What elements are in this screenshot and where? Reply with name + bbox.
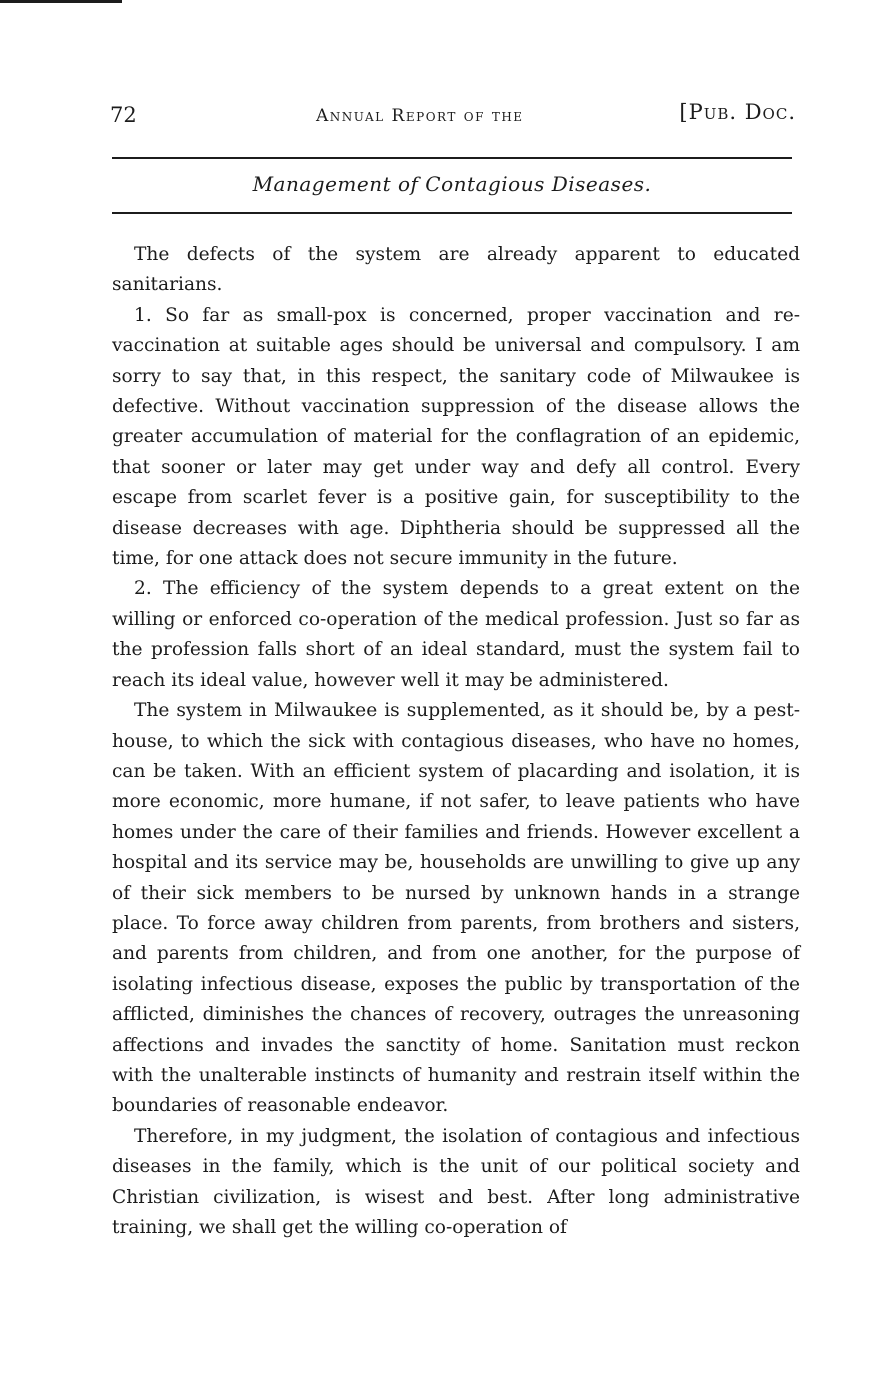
section-title: Management of Contagious Diseases. <box>252 172 652 196</box>
body-text <box>112 240 800 1243</box>
paragraph-conclusion: Therefore, in my judgment, the isolation of contagious and infectious diseases in the family, which is the unit of our political society and Christian civilization, is wisest and best. After long administrative training, we shall get the willing co-operation of <box>112 1125 800 1238</box>
paragraph-intro: The defects of the system are already apparent to educated sanitarians. <box>112 244 800 296</box>
scan-edge-mark <box>0 0 122 3</box>
section-title-bottom-rule <box>112 212 792 214</box>
page-number: 72 <box>110 103 137 127</box>
page-header <box>108 100 796 130</box>
document-type: [Pub. Doc. <box>679 100 796 124</box>
paragraph-point-2: 2. The efficiency of the system depends to a great extent on the willing or enforced co-operation of the medical profession. Just so far as the profession falls short of an ideal standard, must the system fail to reach its ideal value, however well it may be administered. <box>112 578 800 691</box>
paragraph-point-1: 1. So far as small-pox is concerned, proper vaccination and re-vaccination at suitable ages should be universal and compulsory. I am sorry to say that, in this respect, the sanitary code of Milwaukee is defective. Without vaccination suppression of the disease allows the greater accumulation of material for the conflagration of an epidemic, that sooner or later may get under way and defy all control. Every escape from scarlet fever is a positive gain, for susceptibility to the disease decreases with age. Diphtheria should be suppressed all the time, for one attack does not secure immunity in the future. <box>112 304 800 570</box>
paragraph-milwaukee-system: The system in Milwaukee is supplemented, as it should be, by a pest-house, to which the sick with contagious diseases, who have no homes, can be taken. With an efficient system of placarding and isolation, it is more economic, more humane, if not safer, to leave patients who have homes under the care of their families and friends. However excellent a hospital and its service may be, households are unwilling to give up any of their sick members to be nursed by unknown hands in a strange place. To force away children from parents, from brothers and sisters, and parents from children, and from one another, for the purpose of isolating infectious disease, exposes the public by transportation of the afflicted, diminishes the chances of recovery, outrages the unreasoning affections and invades the sanctity of home. Sanitation must reckon with the unalterable instincts of humanity and restrain itself within the boundaries of reasonable endeavor. <box>112 700 800 1117</box>
section-title-top-rule <box>112 157 792 159</box>
running-title: Annual Report of the <box>316 106 524 126</box>
